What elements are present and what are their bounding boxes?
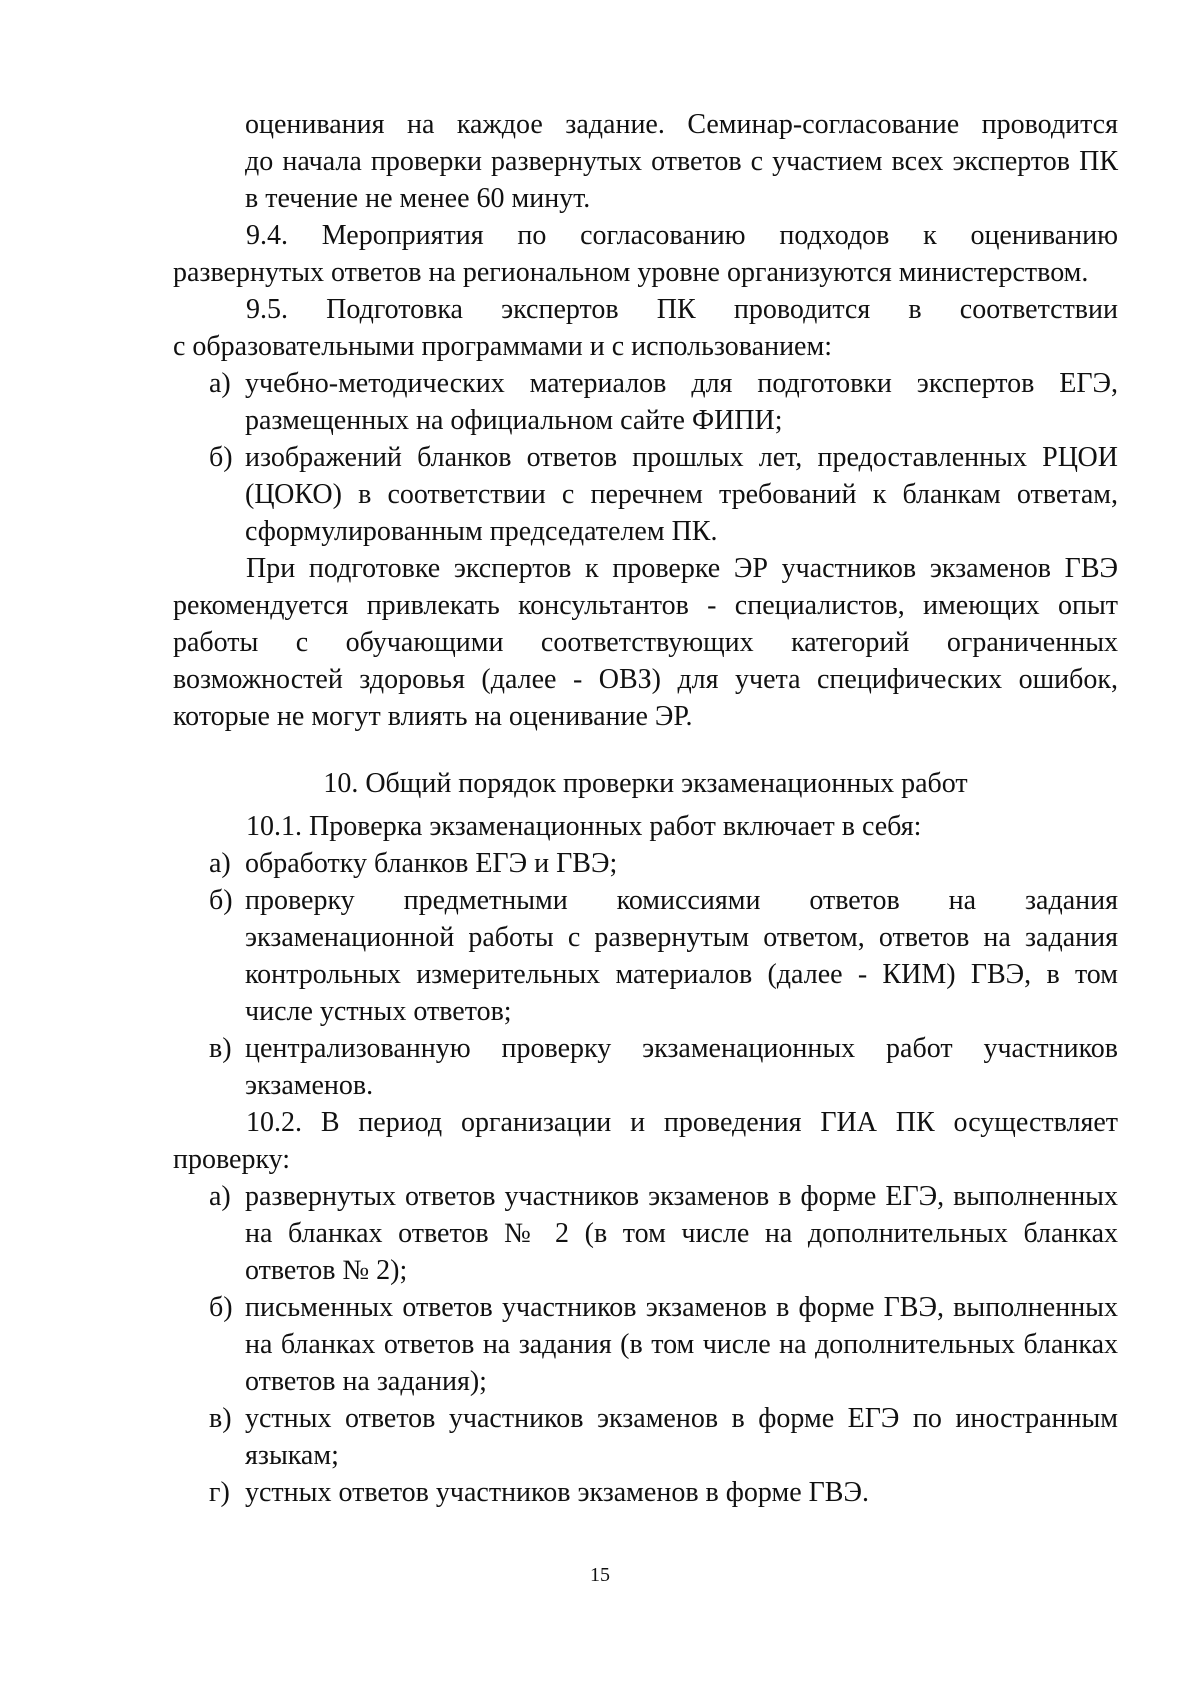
list-item: [173, 882, 1118, 1030]
list-marker: г): [209, 1477, 230, 1508]
text-line: обработку бланков ЕГЭ и ГВЭ;: [245, 848, 618, 879]
text-line: возможностей здоровья (далее - ОВЗ) для учета специфических ошибок,: [173, 664, 1118, 695]
list-item: [173, 1289, 1118, 1400]
list-item: [173, 1030, 1118, 1104]
text-line: рекомендуется привлекать консультантов - специалистов, имеющих опыт: [173, 590, 1118, 621]
text-line: письменных ответов участников экзаменов в форме ГВЭ, выполненных: [245, 1292, 1118, 1323]
list-marker: а): [209, 848, 231, 879]
text-line: языкам;: [245, 1440, 339, 1471]
text-line: контрольных измерительных материалов (далее - КИМ) ГВЭ, в том: [245, 959, 1118, 990]
text-line: которые не могут влиять на оценивание ЭР.: [173, 701, 693, 732]
paragraph-gve: [173, 550, 1118, 735]
text-line: развернутых ответов на региональном уровне организуются министерством.: [173, 257, 1089, 288]
text-line: При подготовке экспертов к проверке ЭР участников экзаменов ГВЭ: [246, 553, 1118, 584]
text-line: на бланках ответов на задания (в том числе на дополнительных бланках: [245, 1329, 1118, 1360]
text-line: устных ответов участников экзаменов в форме ЕГЭ по иностранным: [245, 1403, 1118, 1434]
list-item: [173, 1474, 1118, 1511]
text-line: (ЦОКО) в соответствии с перечнем требований к бланкам ответам,: [245, 479, 1118, 510]
text-line: числе устных ответов;: [245, 996, 512, 1027]
list-item: [173, 1400, 1118, 1474]
text-line: проверку:: [173, 1144, 291, 1175]
text-line: учебно-методических материалов для подготовки экспертов ЕГЭ,: [245, 368, 1118, 399]
text-line: проверку предметными комиссиями ответов на задания: [245, 885, 1118, 916]
paragraph-10-1: 10.1. Проверка экзаменационных работ включает в себя:: [246, 811, 922, 842]
text-line: экзаменационной работы с развернутым ответом, ответов на задания: [245, 922, 1118, 953]
text-line: в течение не менее 60 минут.: [245, 183, 591, 214]
text-line: до начала проверки развернутых ответов с участием всех экспертов ПК: [245, 146, 1118, 177]
text-line: размещенных на официальном сайте ФИПИ;: [245, 405, 783, 436]
list-marker: б): [209, 442, 233, 473]
text-line: развернутых ответов участников экзаменов в форме ЕГЭ, выполненных: [245, 1181, 1118, 1212]
list-item: [173, 365, 1118, 439]
paragraph-continuation: [173, 106, 1118, 217]
text-line: ответов на задания);: [245, 1366, 487, 1397]
text-line: 9.4. Мероприятия по согласованию подходов к оцениванию: [246, 220, 1118, 251]
text-line: на бланках ответов № 2 (в том числе на дополнительных бланках: [245, 1218, 1118, 1249]
text-line: централизованную проверку экзаменационных работ участников: [245, 1033, 1118, 1064]
text-line: оценивания на каждое задание. Семинар-согласование проводится: [245, 109, 1118, 140]
list-marker: в): [209, 1403, 232, 1434]
text-line: с образовательными программами и с использованием:: [173, 331, 832, 362]
text-line: экзаменов.: [245, 1070, 374, 1101]
list-item: [173, 1178, 1118, 1289]
paragraph-9-5: [173, 291, 1118, 365]
paragraph-10-2: [173, 1104, 1118, 1178]
list-marker: в): [209, 1033, 232, 1064]
text-line: сформулированным председателем ПК.: [245, 516, 718, 547]
text-line: изображений бланков ответов прошлых лет, предоставленных РЦОИ: [245, 442, 1118, 473]
list-marker: б): [209, 885, 233, 916]
text-line: работы с обучающими соответствующих категорий ограниченных: [173, 627, 1118, 658]
page-number: 15: [590, 1564, 610, 1586]
text-line: ответов № 2);: [245, 1255, 408, 1286]
paragraph-9-4: [173, 217, 1118, 291]
section-title: 10. Общий порядок проверки экзаменационных работ: [323, 768, 968, 799]
page-body: [173, 106, 1118, 1511]
list-item: [173, 845, 1118, 882]
text-line: 10.2. В период организации и проведения ГИА ПК осуществляет: [246, 1107, 1118, 1138]
list-marker: б): [209, 1292, 233, 1323]
list-marker: а): [209, 1181, 231, 1212]
list-item: [173, 439, 1118, 550]
text-line: 9.5. Подготовка экспертов ПК проводится в соответствии: [246, 294, 1118, 325]
list-marker: а): [209, 368, 231, 399]
text-line: устных ответов участников экзаменов в форме ГВЭ.: [245, 1477, 869, 1508]
